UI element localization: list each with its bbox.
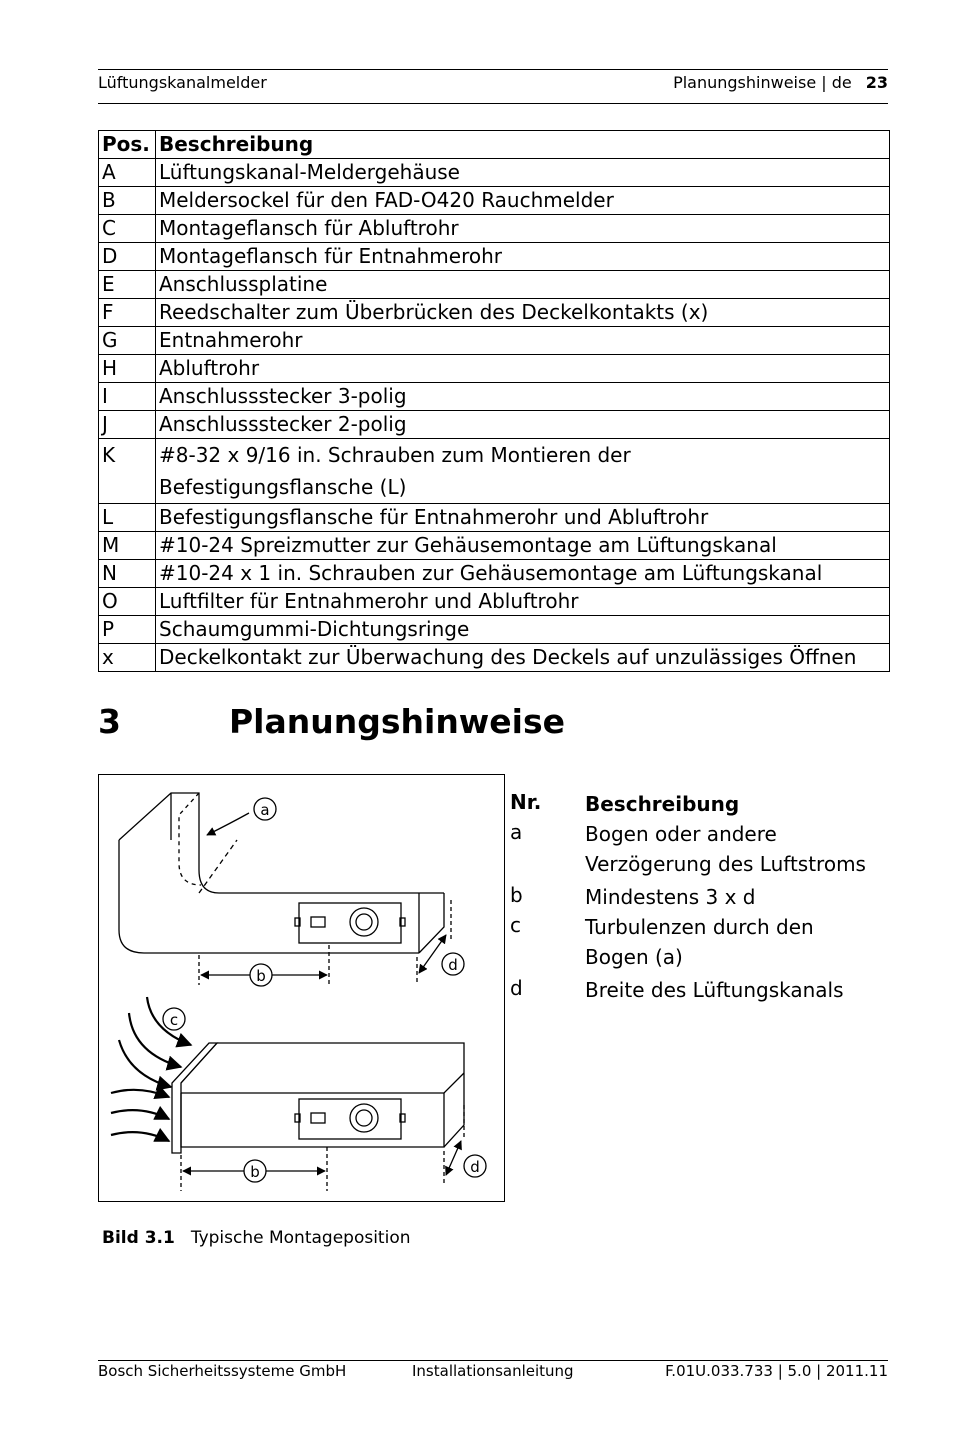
row-desc: Deckelkontakt zur Überwachung des Deckels auf unzulässiges Öffnen	[156, 644, 890, 672]
row-desc: Anschlussstecker 3-polig	[156, 383, 890, 411]
row-pos: x	[99, 644, 156, 672]
page-header	[98, 69, 888, 104]
row-desc: Anschlussstecker 2-polig	[156, 411, 890, 439]
callout-c-label: c	[169, 1011, 179, 1029]
upper-duct	[119, 793, 451, 985]
table-row	[99, 355, 890, 383]
table-row	[99, 327, 890, 355]
row-desc-line1: #8-32 x 9/16 in. Schrauben zum Montieren der	[159, 443, 631, 467]
callout-d-upper-label: d	[448, 956, 458, 974]
legend-col-nr: Nr.	[510, 790, 542, 814]
table-row	[99, 271, 890, 299]
legend-desc-line1: Mindestens 3 x d	[585, 885, 756, 909]
row-desc: Anschlussplatine	[156, 271, 890, 299]
callout-d-lower-label: d	[470, 1158, 480, 1176]
callout-b-upper-label: b	[256, 967, 266, 985]
legend-key: c	[510, 913, 521, 937]
row-desc-line2: Befestigungsflansche (L)	[159, 475, 407, 499]
row-pos: K	[99, 439, 156, 504]
row-pos: H	[99, 355, 156, 383]
callout-b-lower	[244, 1160, 266, 1182]
header-desc: Beschreibung	[156, 131, 890, 159]
row-pos: M	[99, 532, 156, 560]
caption-label: Bild 3.1	[102, 1228, 175, 1248]
row-desc: Montageflansch für Abluftrohr	[156, 215, 890, 243]
table-row	[99, 616, 890, 644]
footer-doc-type: Installationsanleitung	[412, 1362, 574, 1380]
chapter-number: 3	[98, 702, 121, 741]
legend-desc-line2: Verzögerung des Luftstroms	[585, 852, 866, 876]
row-pos: A	[99, 159, 156, 187]
header-title: Lüftungskanalmelder	[98, 73, 267, 92]
mounting-figure	[98, 774, 505, 1202]
callout-d-upper	[442, 953, 464, 975]
row-pos: C	[99, 215, 156, 243]
legend-key: b	[510, 883, 523, 907]
page-footer	[98, 1360, 888, 1385]
callout-b-lower-label: b	[250, 1163, 260, 1181]
callout-a	[254, 798, 276, 820]
table-row	[99, 243, 890, 271]
table-row	[99, 215, 890, 243]
row-desc: Schaumgummi-Dichtungsringe	[156, 616, 890, 644]
table-row	[99, 560, 890, 588]
figure-caption	[102, 1228, 411, 1248]
legend-desc-line1: Bogen oder andere	[585, 822, 777, 846]
row-pos: P	[99, 616, 156, 644]
callout-a-label: a	[260, 801, 270, 819]
table-row	[99, 532, 890, 560]
legend-desc-line2: Bogen (a)	[585, 945, 683, 969]
legend-desc-line1: Breite des Lüftungskanals	[585, 978, 844, 1002]
row-pos: N	[99, 560, 156, 588]
row-pos: F	[99, 299, 156, 327]
row-pos: G	[99, 327, 156, 355]
legend-key: d	[510, 976, 523, 1000]
table-row	[99, 187, 890, 215]
table-row	[99, 411, 890, 439]
callout-d-lower	[464, 1155, 486, 1177]
row-desc: Luftfilter für Entnahmerohr und Abluftrohr	[156, 588, 890, 616]
row-desc: Entnahmerohr	[156, 327, 890, 355]
legend-desc	[585, 883, 885, 911]
row-desc: Lüftungskanal-Meldergehäuse	[156, 159, 890, 187]
row-desc: Montageflansch für Entnahmerohr	[156, 243, 890, 271]
row-pos: J	[99, 411, 156, 439]
header-section	[673, 73, 888, 92]
table-row	[99, 299, 890, 327]
table-row	[99, 644, 890, 672]
page-number: 23	[865, 73, 888, 92]
row-pos: B	[99, 187, 156, 215]
table-row	[99, 588, 890, 616]
row-desc: Reedschalter zum Überbrücken des Deckelkontakts (x)	[156, 299, 890, 327]
legend-desc	[585, 913, 885, 973]
duct-diagram	[99, 775, 504, 1201]
table-header-row	[99, 131, 890, 159]
table-row	[99, 439, 890, 504]
parts-table	[98, 130, 890, 672]
legend-desc	[585, 976, 885, 1004]
legend-desc-line1: Turbulenzen durch den	[585, 915, 814, 939]
row-pos: I	[99, 383, 156, 411]
callout-b-upper	[250, 964, 272, 986]
header-section-label: Planungshinweise | de	[673, 73, 852, 92]
row-desc	[156, 439, 890, 504]
row-desc: Meldersockel für den FAD-O420 Rauchmelder	[156, 187, 890, 215]
lower-duct	[111, 997, 464, 1191]
callout-c	[163, 1008, 185, 1030]
table-row	[99, 504, 890, 532]
row-pos: E	[99, 271, 156, 299]
legend-key: a	[510, 820, 523, 844]
row-pos: L	[99, 504, 156, 532]
legend-desc	[585, 820, 885, 880]
header-pos: Pos.	[99, 131, 156, 159]
row-desc: #10-24 Spreizmutter zur Gehäusemontage am Lüftungskanal	[156, 532, 890, 560]
table-row	[99, 159, 890, 187]
row-desc: #10-24 x 1 in. Schrauben zur Gehäusemontage am Lüftungskanal	[156, 560, 890, 588]
row-pos: O	[99, 588, 156, 616]
footer-company: Bosch Sicherheitssysteme GmbH	[98, 1362, 347, 1380]
row-desc: Befestigungsflansche für Entnahmerohr und Abluftrohr	[156, 504, 890, 532]
legend-col-desc: Beschreibung	[585, 792, 740, 816]
table-row	[99, 383, 890, 411]
footer-doc-ref: F.01U.033.733 | 5.0 | 2011.11	[665, 1362, 888, 1380]
row-desc: Abluftrohr	[156, 355, 890, 383]
caption-text: Typische Montageposition	[190, 1228, 411, 1248]
row-pos: D	[99, 243, 156, 271]
chapter-title: Planungshinweise	[229, 702, 566, 741]
